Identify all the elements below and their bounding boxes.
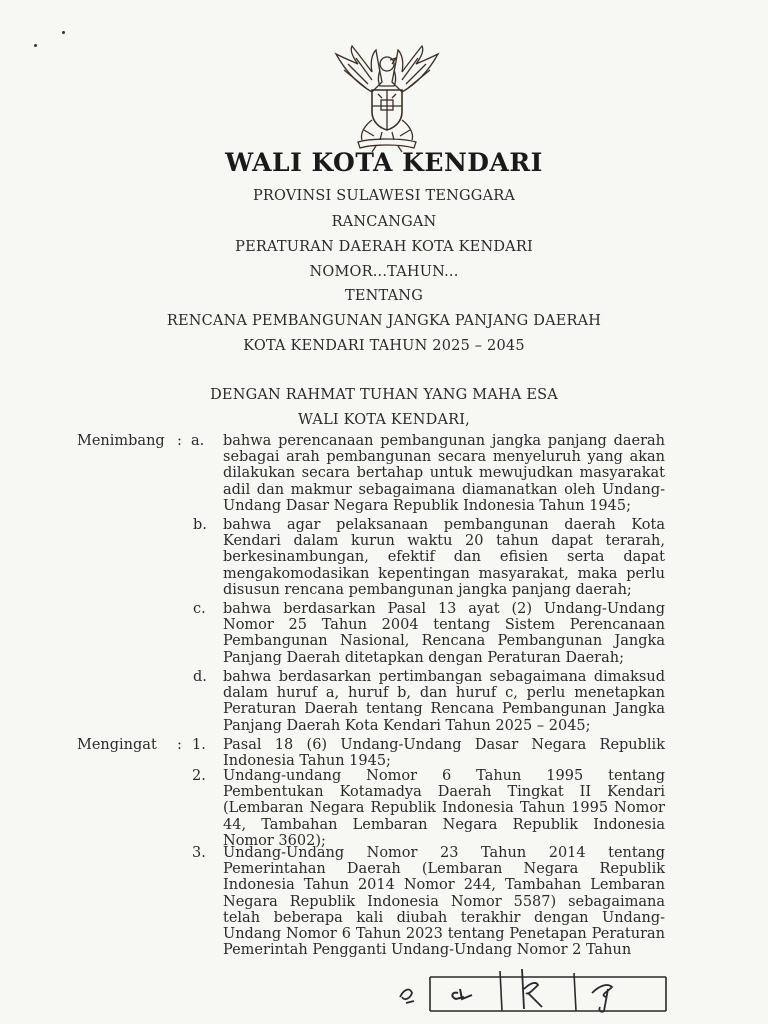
garuda-emblem-icon [328, 42, 446, 154]
consideration-a: bahwa perencanaan pembangunan jangka panjang daerah sebagai arah pembangunan secara menyeluruh yang akan dilakukan secara bertahap untuk mewujudkan masyarakat adil dan makmur sebagaimana diamanatkan oleh Undang-Undang Dasar Negara Republik Indonesia Tahun 1945; [223, 433, 665, 514]
regulation-name: PERATURAN DAERAH KOTA KENDARI [235, 239, 533, 255]
document-title: WALI KOTA KENDARI [225, 148, 543, 177]
subject-line-2: KOTA KENDARI TAHUN 2025 – 2045 [243, 338, 525, 354]
consideration-marker-d: d. [193, 669, 207, 685]
legal-basis-2: Undang-undang Nomor 6 Tahun 1995 tentang Pembentukan Kotamadya Daerah Tingkat II Kendari (Lembaran Negara Republik Indonesia Tahun 1995 Nomor 44, Tambahan Lembaran Negara Republik Indonesia Nomor 3602); [223, 768, 665, 849]
legal-basis-marker-2: 2. [192, 768, 206, 784]
consideration-c: bahwa berdasarkan Pasal 13 ayat (2) Undang-Undang Nomor 25 Tahun 2004 tentang Sistem Perencanaan Pembangunan Nasional, Rencana Pembangunan Jangka Panjang Daerah ditetapkan dengan Peraturan Daerah; [223, 601, 665, 666]
mengingat-label: Mengingat [77, 737, 157, 753]
consideration-marker-a: a. [191, 433, 205, 449]
subject-line-1: RENCANA PEMBANGUNAN JANGKA PANJANG DAERAH [166, 313, 602, 329]
legal-basis-marker-3: 3. [192, 845, 206, 861]
consideration-b: bahwa agar pelaksanaan pembangunan daerah Kota Kendari dalam kurun waktu 20 tahun dapat terarah, berkesinambungan, efektif dan efisien serta dapat mengakomodasikan kepentingan masyarakat, maka perlu disusun rencana pembangunan jangka panjang daerah; [223, 517, 665, 598]
mengingat-colon: : [177, 737, 182, 753]
initials-box [386, 963, 670, 1013]
opening-line: DENGAN RAHMAT TUHAN YANG MAHA ESA [210, 387, 558, 403]
scan-speck [62, 31, 65, 34]
menimbang-colon: : [177, 433, 182, 449]
consideration-marker-b: b. [193, 517, 207, 533]
about-label: TENTANG [345, 288, 423, 304]
mayor-line: WALI KOTA KENDARI, [298, 412, 470, 428]
legal-basis-3: Undang-Undang Nomor 23 Tahun 2014 tentang Pemerintahan Daerah (Lembaran Negara Republik Indonesia Tahun 2014 Nomor 244, Tambahan Lembaran Negara Republik Indonesia Nomor 5587) sebagaimana telah beberapa kali diubah terakhir dengan Undang- Undang Nomor 6 Tahun 2023 tentang Penetapan Peraturan Pemerintah Pengganti Undang-Undang Nomor 2 Tahun [223, 845, 665, 959]
draft-label: RANCANGAN [331, 214, 437, 230]
province-line: PROVINSI SULAWESI TENGGARA [252, 188, 516, 204]
scan-speck [34, 44, 37, 47]
consideration-d: bahwa berdasarkan pertimbangan sebagaimana dimaksud dalam huruf a, huruf b, dan huruf c, perlu menetapkan Peraturan Daerah tentang Rencana Pembangunan Jangka Panjang Daerah Kota Kendari Tahun 2025 – 2045; [223, 669, 665, 734]
consideration-marker-c: c. [193, 601, 206, 617]
legal-basis-1: Pasal 18 (6) Undang-Undang Dasar Negara Republik Indonesia Tahun 1945; [223, 737, 665, 770]
legal-basis-marker-1: 1. [192, 737, 206, 753]
regulation-number: NOMOR...TAHUN... [309, 264, 459, 280]
menimbang-label: Menimbang [77, 433, 165, 449]
